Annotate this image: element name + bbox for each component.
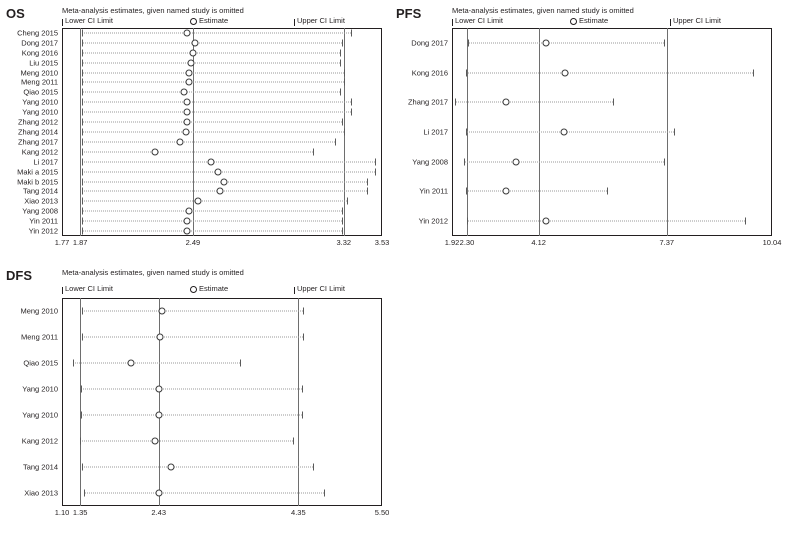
upper-ci-marker [344,69,345,76]
study-label: Tang 2014 [22,462,58,472]
estimate-marker [177,138,184,145]
legend-bar-icon [452,19,453,26]
ci-connector-line [82,42,342,43]
estimate-marker [157,334,164,341]
lower-ci-marker [466,129,467,136]
lower-ci-marker [82,129,83,136]
upper-ci-marker [351,29,352,36]
x-tick-label: 1.10 [54,508,70,517]
study-label: Yin 2011 [29,216,58,226]
x-tick-label: 3.32 [336,238,352,247]
lower-ci-marker [82,168,83,175]
chart-panel-dfs [0,262,390,543]
study-label: Cheng 2015 [17,28,58,38]
legend-item-upper-ci [294,284,345,293]
plot-border-top [62,298,382,299]
lower-ci-marker [82,49,83,56]
x-tick-label: 4.35 [291,508,306,517]
ci-connector-line [73,363,240,364]
upper-ci-marker [293,438,294,445]
lower-ci-marker [84,490,85,497]
legend-item-estimate [190,16,228,25]
estimate-marker [562,69,569,76]
upper-ci-marker [674,129,675,136]
x-tick-label: 10.04 [762,238,782,247]
lower-ci-marker [82,218,83,225]
legend-label-lower-ci: Lower CI Limit [65,16,113,25]
upper-ci-marker [351,99,352,106]
estimate-marker [503,99,510,106]
study-label: Meng 2011 [21,77,58,87]
upper-ci-marker [313,464,314,471]
ci-connector-line [455,102,613,103]
ci-connector-line [82,231,342,232]
lower-ci-marker [82,198,83,205]
estimate-marker [184,228,191,235]
plot-border-right [381,28,382,236]
lower-ci-marker [82,158,83,165]
estimate-marker [186,79,193,86]
study-label: Meng 2010 [20,306,58,316]
legend-circle-icon [570,18,577,25]
lower-ci-marker [82,59,83,66]
lower-ci-marker [82,208,83,215]
estimate-marker [155,386,162,393]
study-label: Yang 2008 [412,157,448,167]
estimate-marker [195,198,202,205]
estimate-marker [208,158,215,165]
upper-ci-marker [303,308,304,315]
lower-ci-marker [464,158,465,165]
legend-item-lower-ci [452,16,503,25]
panel-label-pfs: PFS [396,6,422,21]
legend-circle-icon [190,18,197,25]
estimate-marker [186,208,193,215]
lower-ci-marker [466,69,467,76]
estimate-marker [184,109,191,116]
ci-connector-line [82,211,342,212]
ci-connector-line [82,151,313,152]
upper-ci-marker [375,168,376,175]
lower-ci-marker [82,188,83,195]
plot-border-bottom [452,235,772,236]
lower-ci-marker [455,99,456,106]
plot-area-dfs [62,298,382,506]
x-tick-label: 3.53 [374,238,390,247]
plot-border-left [62,28,63,236]
plot-title-os: Meta-analysis estimates, given named study is omitted [62,6,244,15]
legend-label-lower-ci: Lower CI Limit [455,16,503,25]
ci-connector-line [466,132,674,133]
ci-connector-line [82,102,351,103]
ci-connector-line [466,191,607,192]
plot-legend-pfs [452,16,772,28]
ci-connector-line [464,161,664,162]
upper-ci-marker [340,49,341,56]
lower-ci-marker [82,29,83,36]
plot-title-dfs: Meta-analysis estimates, given named study is omitted [62,268,244,277]
x-tick-label: 1.35 [72,508,88,517]
lower-ci-marker [82,228,83,235]
legend-bar-icon [670,19,671,26]
upper-ci-marker [342,119,343,126]
lower-ci-marker [82,138,83,145]
plot-area-os [62,28,382,236]
lower-ci-marker [466,188,467,195]
plot-border-left [62,298,63,506]
study-label: Xiao 2013 [24,196,58,206]
upper-ci-marker [347,198,348,205]
estimate-marker [188,59,195,66]
study-label: Yang 2010 [22,410,58,420]
estimate-marker [155,490,162,497]
study-label: Zhang 2012 [17,117,58,127]
upper-ci-marker [607,188,608,195]
ci-connector-line [467,221,745,222]
upper-ci-marker [342,228,343,235]
study-label: Yin 2011 [419,186,448,196]
ci-connector-line [82,467,313,468]
ci-connector-line [82,311,303,312]
plot-title-pfs: Meta-analysis estimates, given named study is omitted [452,6,634,15]
estimate-marker [189,49,196,56]
legend-item-upper-ci [670,16,721,25]
lower-ci-marker [82,89,83,96]
legend-bar-icon [294,287,295,294]
upper-ci-marker [367,188,368,195]
reference-line-2 [298,298,299,506]
estimate-marker [128,360,135,367]
study-label: Yang 2010 [22,384,58,394]
estimate-marker [184,29,191,36]
legend-item-lower-ci [62,16,113,25]
study-label: Kang 2012 [21,147,58,157]
lower-ci-marker [468,39,469,46]
upper-ci-marker [351,109,352,116]
plot-border-left [452,28,453,236]
x-tick-label: 1.77 [54,238,70,247]
estimate-marker [184,119,191,126]
study-label: Kong 2016 [21,48,58,58]
study-label: Maki b 2015 [17,177,58,187]
upper-ci-marker [344,129,345,136]
legend-bar-icon [294,19,295,26]
upper-ci-marker [375,158,376,165]
x-tick-label: 2.49 [185,238,201,247]
upper-ci-marker [335,138,336,145]
estimate-marker [191,39,198,46]
plot-border-bottom [62,235,382,236]
lower-ci-marker [81,412,82,419]
upper-ci-marker [745,218,746,225]
ci-connector-line [466,72,753,73]
lower-ci-marker [80,438,81,445]
ci-connector-line [81,389,302,390]
estimate-marker [217,188,224,195]
lower-ci-marker [82,334,83,341]
upper-ci-marker [344,79,345,86]
plot-legend-os [62,16,382,28]
estimate-marker [168,464,175,471]
plot-border-bottom [62,505,382,506]
study-label: Qiao 2015 [23,358,58,368]
plot-border-top [62,28,382,29]
lower-ci-marker [82,79,83,86]
x-tick-label: 7.37 [659,238,675,247]
plot-area-pfs [452,28,772,236]
estimate-marker [152,438,159,445]
plot-border-top [452,28,772,29]
ci-connector-line [84,493,324,494]
x-tick-label: 2.43 [151,508,167,517]
study-label: Tang 2014 [22,186,58,196]
study-label: Yin 2012 [418,216,448,226]
lower-ci-marker [81,386,82,393]
panel-label-os: OS [6,6,25,21]
study-label: Zhang 2014 [17,127,58,137]
upper-ci-marker [302,412,303,419]
study-label: Kong 2016 [411,68,448,78]
reference-line-1 [159,298,160,506]
estimate-marker [220,178,227,185]
study-label: Yang 2010 [22,97,58,107]
estimate-marker [186,69,193,76]
lower-ci-marker [82,69,83,76]
upper-ci-marker [613,99,614,106]
estimate-marker [151,148,158,155]
lower-ci-marker [73,360,74,367]
upper-ci-marker [302,386,303,393]
ci-connector-line [82,221,342,222]
ci-connector-line [82,62,340,63]
lower-ci-marker [82,119,83,126]
ci-connector-line [81,415,302,416]
upper-ci-marker [342,208,343,215]
upper-ci-marker [340,59,341,66]
estimate-marker [184,99,191,106]
study-label: Zhang 2017 [407,97,448,107]
ci-connector-line [80,441,293,442]
panel-label-dfs: DFS [6,268,32,283]
study-label: Yin 2012 [28,226,58,236]
plot-border-right [771,28,772,236]
study-label: Meng 2011 [21,332,58,342]
upper-ci-marker [753,69,754,76]
study-label: Zhang 2017 [17,137,58,147]
legend-label-estimate: Estimate [199,284,229,293]
ci-connector-line [82,92,340,93]
estimate-marker [182,129,189,136]
chart-panel-os [0,0,390,260]
ci-connector-line [82,201,347,202]
estimate-marker [503,188,510,195]
x-tick-label: 2.30 [459,238,475,247]
legend-label-upper-ci: Upper CI Limit [673,16,721,25]
upper-ci-marker [324,490,325,497]
legend-item-upper-ci [294,16,345,25]
lower-ci-marker [82,99,83,106]
study-label: Dong 2017 [21,38,58,48]
lower-ci-marker [82,39,83,46]
upper-ci-marker [313,148,314,155]
ci-connector-line [82,72,344,73]
study-label: Qiao 2015 [23,87,58,97]
legend-item-estimate [190,284,228,293]
upper-ci-marker [664,158,665,165]
x-tick-label: 4.12 [531,238,546,247]
legend-label-estimate: Estimate [579,16,609,25]
upper-ci-marker [342,218,343,225]
lower-ci-marker [82,148,83,155]
x-tick-label: 5.50 [374,508,390,517]
plot-legend-dfs [62,284,382,296]
study-label: Maki a 2015 [17,167,58,177]
ci-connector-line [82,191,367,192]
x-tick-label: 1.92 [444,238,460,247]
plot-border-right [381,298,382,506]
legend-label-estimate: Estimate [199,16,229,25]
upper-ci-marker [342,39,343,46]
legend-label-lower-ci: Lower CI Limit [65,284,113,293]
ci-connector-line [82,337,303,338]
ci-connector-line [82,32,351,33]
estimate-marker [542,39,549,46]
study-label: Li 2017 [423,127,448,137]
ci-connector-line [82,82,344,83]
legend-circle-icon [190,286,197,293]
estimate-marker [155,412,162,419]
legend-bar-icon [62,19,63,26]
lower-ci-marker [82,308,83,315]
ci-connector-line [468,42,664,43]
study-label: Xiao 2013 [24,488,58,498]
study-label: Kang 2012 [21,436,58,446]
estimate-marker [159,308,166,315]
lower-ci-marker [82,109,83,116]
legend-item-estimate [570,16,608,25]
estimate-marker [513,158,520,165]
upper-ci-marker [367,178,368,185]
ci-connector-line [82,161,375,162]
ci-connector-line [82,52,340,53]
lower-ci-marker [82,464,83,471]
ci-connector-line [82,141,335,142]
legend-item-lower-ci [62,284,113,293]
upper-ci-marker [664,39,665,46]
ci-connector-line [82,122,342,123]
reference-line-0 [80,298,81,506]
upper-ci-marker [340,89,341,96]
study-label: Liu 2015 [29,58,58,68]
upper-ci-marker [240,360,241,367]
study-label: Li 2017 [33,157,58,167]
estimate-marker [560,129,567,136]
x-tick-label: 1.87 [72,238,88,247]
ci-connector-line [82,171,375,172]
study-label: Meng 2010 [20,68,58,78]
legend-label-upper-ci: Upper CI Limit [297,284,345,293]
estimate-marker [180,89,187,96]
lower-ci-marker [82,178,83,185]
ci-connector-line [82,132,344,133]
legend-label-upper-ci: Upper CI Limit [297,16,345,25]
estimate-marker [542,218,549,225]
ci-connector-line [82,112,351,113]
study-label: Dong 2017 [411,38,448,48]
legend-bar-icon [62,287,63,294]
lower-ci-marker [467,218,468,225]
upper-ci-marker [303,334,304,341]
estimate-marker [215,168,222,175]
estimate-marker [184,218,191,225]
study-label: Yang 2008 [22,206,58,216]
study-label: Yang 2010 [22,107,58,117]
chart-panel-pfs [390,0,787,260]
